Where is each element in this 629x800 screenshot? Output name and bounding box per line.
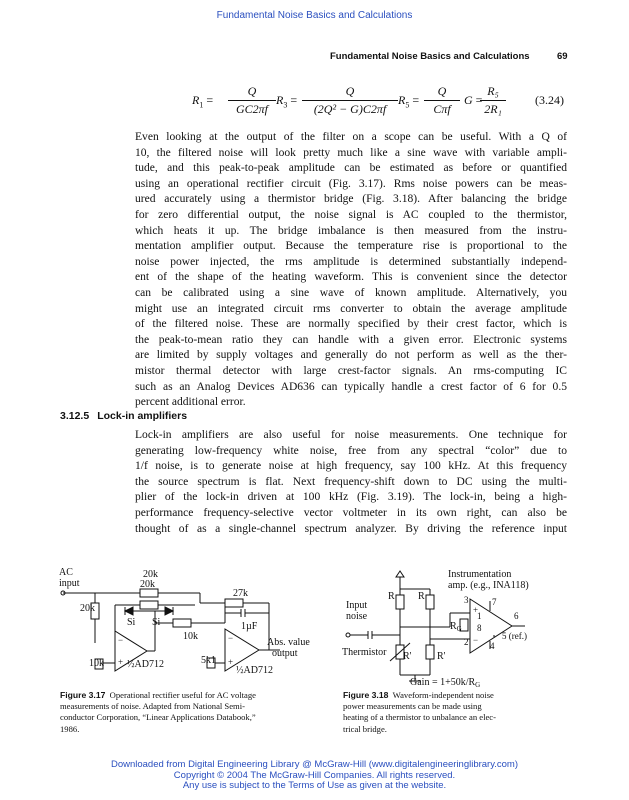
fig317-caption-text: Operational rectifier useful for AC voltage — [109, 690, 256, 700]
para1-line: percent additional error. — [135, 396, 246, 409]
para1-line: of the filtered noise. These are normally specified by their crest factor, which is — [135, 318, 567, 331]
para1-line: 10, the filtered noise will look pretty much like a sine wave with variable ampli- — [135, 146, 567, 159]
page-number: 69 — [557, 51, 568, 62]
fig317-si-1: Si — [127, 617, 136, 628]
para1-line: can be calibrated using a sine wave of known amplitude. Alternatively, you — [135, 286, 567, 299]
fig317-op2-plus: + — [228, 657, 234, 667]
fig318-pin1: 1 — [477, 611, 482, 621]
fig318-pin4: 4 — [490, 641, 495, 651]
para1-line: noise power injected, the rms amplitude is determined substantially independ- — [135, 255, 567, 268]
running-head: Fundamental Noise Basics and Calculations — [330, 51, 530, 62]
eq-r5-fraction — [424, 84, 460, 117]
fig318-gain-text: Gain = 1+50k/R — [410, 677, 476, 688]
footer-download-link[interactable]: Downloaded from Digital Engineering Library @ McGraw-Hill (www.digitalengineeringlibrary.com) — [110, 759, 519, 770]
para1-line: ured accurately using a thermistor bridge (Fig. 3.18). After balancing the bridge — [135, 193, 567, 206]
fig318-inst1: Instrumentation — [448, 569, 512, 580]
para1-line: ent of the shape of the heating waveform. This is convenient since the detector — [135, 271, 567, 284]
fig318-pin2: 2 — [464, 637, 469, 647]
fig317-op1-plus: + — [118, 657, 124, 667]
fig318-gain — [410, 677, 480, 688]
fig318-rg-sub: G — [456, 625, 462, 633]
fig318-caption-line: power measurements can be made using — [343, 701, 482, 712]
fig318-pin6: 6 — [514, 611, 519, 621]
eq-r3: $R_3$ = — [276, 93, 298, 110]
fig318-caption-line: heating of a thermistor to unbalance an elec- — [343, 712, 496, 723]
fig317-r10k-a: 10k — [183, 631, 198, 642]
fig318-gain-sub: G — [475, 681, 481, 688]
fig318-pin5: 5 (ref.) — [502, 631, 527, 641]
footer-copyright: Copyright © 2004 The McGraw-Hill Companies. All rights reserved. — [173, 769, 456, 781]
fig317-input-label: input — [59, 578, 80, 589]
eq-r3-den: (2Q² − G)C2πf — [313, 102, 387, 116]
para2-line: performance frequency-selective vector voltmeter in its own right, can also be — [135, 506, 567, 519]
para1-line: using an operational rectifier circuit (Fig. 3.17). Rms noise powers can be meas- — [135, 177, 567, 190]
eq-r1-den: GC2πf — [235, 102, 268, 116]
fig318-r2: R — [418, 591, 425, 602]
fig317-caption-label: Figure 3.17 — [60, 690, 106, 700]
fig317-caption-line: 1986. — [60, 723, 80, 734]
fig318-thermistor: Thermistor — [342, 647, 387, 658]
fig318-caption-label: Figure 3.18 — [343, 690, 389, 700]
fig318-pin7: 7 — [492, 597, 497, 607]
fig317-c1uf: 1µF — [241, 621, 258, 632]
eq-g-symbol: G — [464, 93, 473, 107]
eq-g-den: 2R₁ — [484, 102, 502, 116]
para1-line: for zero differential output, the noise signal is AC coupled to the thermistor, — [135, 208, 567, 221]
para2-line: 1/f noise, is to generate noise at high frequency, say 100 kHz. At this frequency — [135, 460, 567, 473]
eq-r5-sub: 5 — [405, 100, 410, 110]
eq-r1-num: Q — [228, 84, 276, 101]
eq-r1: $R_1$ = — [192, 93, 214, 110]
para1-line: such as an Analog Devices AD636 can typically handle a crest factor of 6 for 0.5 — [135, 380, 567, 393]
fig318-noise: noise — [346, 611, 368, 622]
section-heading — [60, 410, 187, 422]
para1-line: Even looking at the output of the filter on a scope can be useful. With a Q of — [135, 131, 567, 143]
eq-r1-fraction — [228, 84, 276, 117]
fig317-output-label: output — [272, 648, 298, 659]
fig318-rp2: R' — [437, 651, 446, 662]
fig318-caption-line: trical bridge. — [343, 723, 387, 734]
fig317-op2-minus: − — [228, 633, 234, 643]
fig317-op2: ½AD712 — [236, 665, 273, 676]
eq-r3-sub: 3 — [283, 100, 288, 110]
fig318-caption-line1 — [343, 690, 494, 700]
section-number: 3.12.5 — [60, 410, 90, 422]
equation-number: (3.24) — [535, 93, 564, 107]
eq-g-fraction — [480, 84, 506, 117]
fig318-minus: − — [473, 635, 479, 645]
para1-line: the peak-to-mean ratio they can handle with a given error. Electronic systems — [135, 333, 567, 346]
para1-line: which heats it up. The bridge imbalance is then measured from the instru- — [135, 224, 567, 237]
para1-line: tude, and this peak-to-peak amplitude can be estimated as before or quantified — [135, 162, 567, 175]
eq-g-num: R₅ — [480, 84, 506, 101]
fig317-caption-line1 — [60, 690, 256, 700]
fig317-r5k1: 5k1 — [201, 655, 216, 666]
fig317-caption-line: measurements of noise. Adapted from National Semi- — [60, 701, 245, 712]
fig318-rp1: R' — [403, 651, 412, 662]
figure-3-18-caption — [343, 690, 565, 735]
fig317-r20k-b: 20k — [140, 579, 155, 590]
figure-3-18-schematic — [340, 563, 575, 688]
para1-line: mistor thermal detector with large crest-factor signals. An rms-computing IC — [135, 364, 567, 377]
para2-line: thought of as a single-channel spectrum analyzer. By driving the reference input — [135, 522, 567, 535]
fig317-si-2: Si — [152, 617, 161, 628]
para2-line: plier of the lock-in driven at 100 kHz (Fig. 3.19). The lock-in, being a high- — [135, 491, 567, 504]
para1-line: might use an integrated circuit rms converter to obtain the average amplitude — [135, 302, 567, 315]
eq-r1-symbol: R — [192, 93, 200, 107]
top-banner: Fundamental Noise Basics and Calculations — [216, 10, 413, 21]
fig318-r1: R — [388, 591, 395, 602]
fig318-caption-text: Waveform-independent noise — [392, 690, 494, 700]
eq-r3-num: Q — [302, 84, 398, 101]
para2-line: generating low-frequency white noise, free from any spectral “color” due to — [135, 444, 567, 457]
para1-line: are limited by supply voltages and generally do not perform as well as the ther- — [135, 349, 567, 362]
eq-r3-fraction — [302, 84, 398, 117]
footer-terms: Any use is subject to the Terms of Use as given at the website. — [182, 780, 447, 791]
figure-3-17-caption — [60, 690, 322, 735]
paragraph-2 — [135, 428, 567, 537]
eq-r5: $R_5$ = — [398, 93, 420, 110]
eq-g: G = — [464, 93, 483, 107]
eq-r5-num: Q — [424, 84, 460, 101]
fig317-ac-label: AC — [59, 567, 73, 578]
fig317-r10k-b: 10k — [89, 658, 104, 669]
fig318-pin8: 8 — [477, 623, 482, 633]
fig317-abs-label: Abs. value — [267, 637, 310, 648]
eq-r1-sub: 1 — [199, 100, 204, 110]
figure-3-17-schematic — [55, 563, 330, 683]
section-title: Lock-in amplifiers — [97, 410, 188, 422]
fig318-rg-letter: R — [450, 621, 457, 632]
fig317-r20k-c: 20k — [80, 603, 95, 614]
eq-r5-den: Cπf — [433, 102, 451, 116]
fig318-plus: + — [473, 605, 479, 615]
para1-line: mentation amplifier output. Because the temperature rise is proportional to the — [135, 240, 567, 253]
eq-r5-symbol: R — [398, 93, 406, 107]
fig317-caption-line: conductor Corporation, “Linear Applications Databook,” — [60, 712, 256, 723]
fig318-input: Input — [346, 600, 368, 611]
eq-r3-symbol: R — [276, 93, 284, 107]
equation-3-24 — [188, 84, 578, 124]
paragraph-1 — [135, 130, 567, 411]
footer — [0, 760, 629, 792]
fig317-op1: ½AD712 — [127, 659, 164, 670]
fig318-pin3: 3 — [464, 595, 469, 605]
fig317-r27k: 27k — [233, 588, 248, 599]
para2-line: the source spectrum is flat. Next frequency-shift down to DC using the multi- — [135, 475, 567, 488]
para2-line: Lock-in amplifiers are also useful for noise measurements. One technique for — [135, 429, 567, 441]
fig318-inst2: amp. (e.g., INA118) — [448, 580, 529, 591]
fig317-op1-minus: − — [118, 635, 124, 645]
fig317-r20k-a: 20k — [143, 569, 158, 580]
